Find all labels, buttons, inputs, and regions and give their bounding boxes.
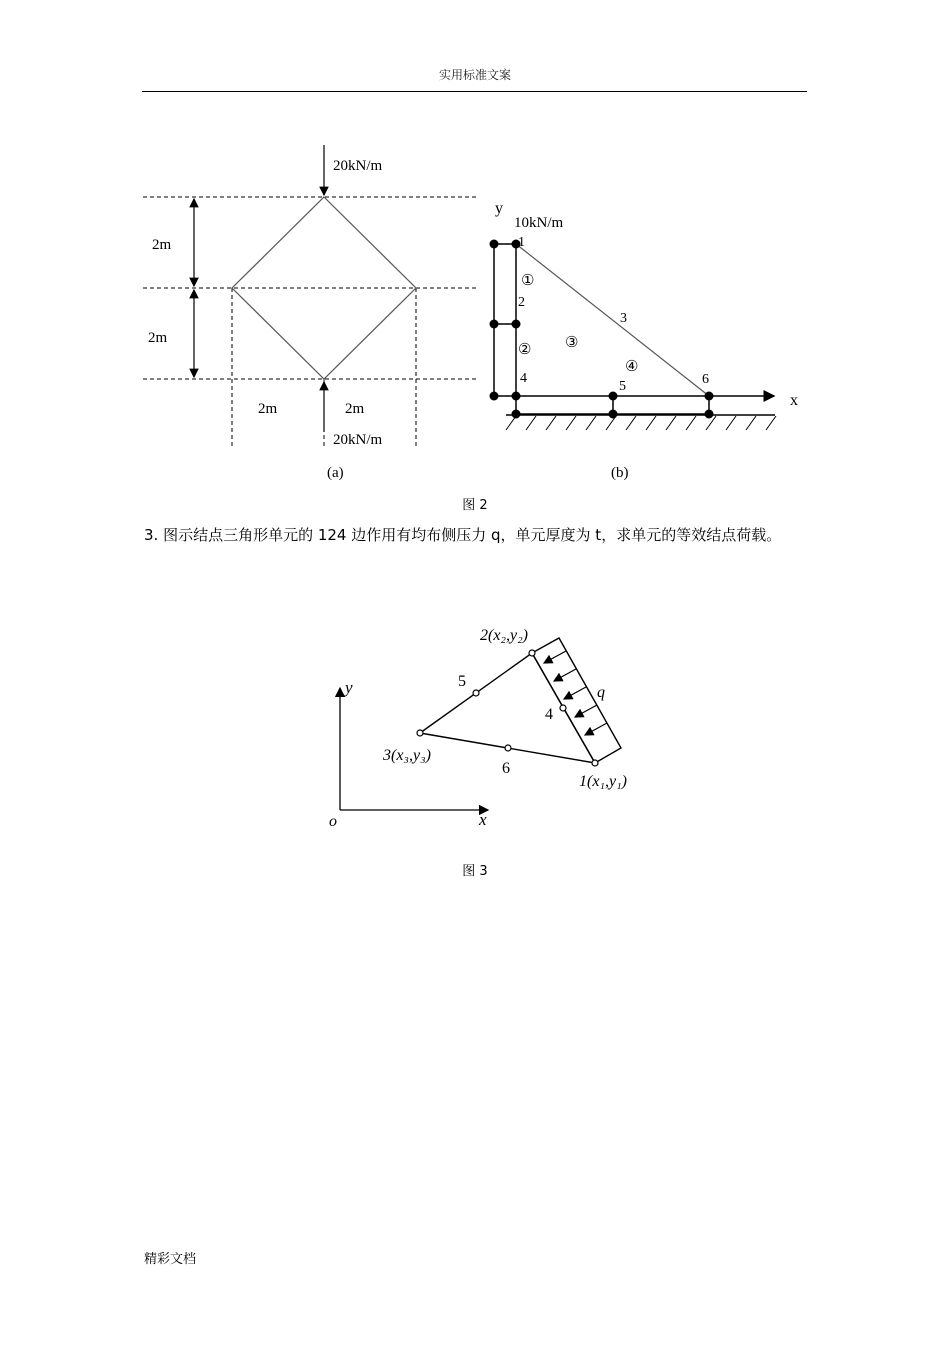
figure-2b-hypotenuse [516,244,709,396]
bottom-load-label: 20kN/m [333,432,383,448]
figure-2b-hatching [506,416,776,430]
figure-2-caption: 图 2 [462,498,488,513]
dim-lower-label: 2m [148,330,168,346]
figure-2a-guides [143,197,476,446]
figure-3-x-label: x [479,810,487,829]
node-4-label: 4 [520,371,527,386]
node-2-label: 2 [518,295,525,310]
element-4-label: ④ [625,359,639,375]
figure-2b-label: (b) [611,465,629,481]
figure-3-node-1-label: 1(x₁,y₁) [579,773,627,790]
element-1-label: ① [521,273,535,289]
element-3-label: ③ [565,335,579,351]
figure-3-node-5-label: 5 [458,673,466,690]
page-header: 实用标准文案 [438,68,511,82]
figure-3-origin-label: o [329,813,337,830]
figure-3-load-block [532,638,621,763]
node-6-label: 6 [702,372,709,387]
figure-3-node-2-label: 2(x₂,y₂) [480,627,528,644]
figure-3-node-6-label: 6 [502,760,510,777]
node-3-label: 3 [620,311,627,326]
dim-upper-label: 2m [152,237,172,253]
top-load-label: 20kN/m [333,158,383,174]
figure-3-nodes [417,650,598,766]
problem-3-text: 3. 图示结点三角形单元的 124 边作用有均布侧压力 q，单元厚度为 t，求单元的等效结点荷载。 [144,526,782,544]
figure-3-node-3-label: 3(x₃,y₃) [383,747,431,764]
figure-3-load-label: q [597,684,605,701]
figure-3-node-4-label: 4 [545,706,553,723]
figure-2b-structure [494,244,709,414]
figure-2b-x-label: x [790,392,798,409]
node-1-label: 1 [518,235,525,250]
figure-2b-y-label: y [495,200,503,217]
figure-3-caption: 图 3 [462,864,488,879]
node-5-label: 5 [619,379,626,394]
figure-2b-joints [490,240,714,419]
figure-3 [0,600,950,860]
figure-2 [0,0,950,500]
figure-2a-label: (a) [327,465,344,481]
element-2-label: ② [518,342,532,358]
page-footer: 精彩文档 [144,1252,197,1267]
dim-right-label: 2m [345,401,365,417]
figure-3-y-label: y [345,678,353,697]
dim-left-label: 2m [258,401,278,417]
figure-2b-load-label: 10kN/m [514,215,564,231]
